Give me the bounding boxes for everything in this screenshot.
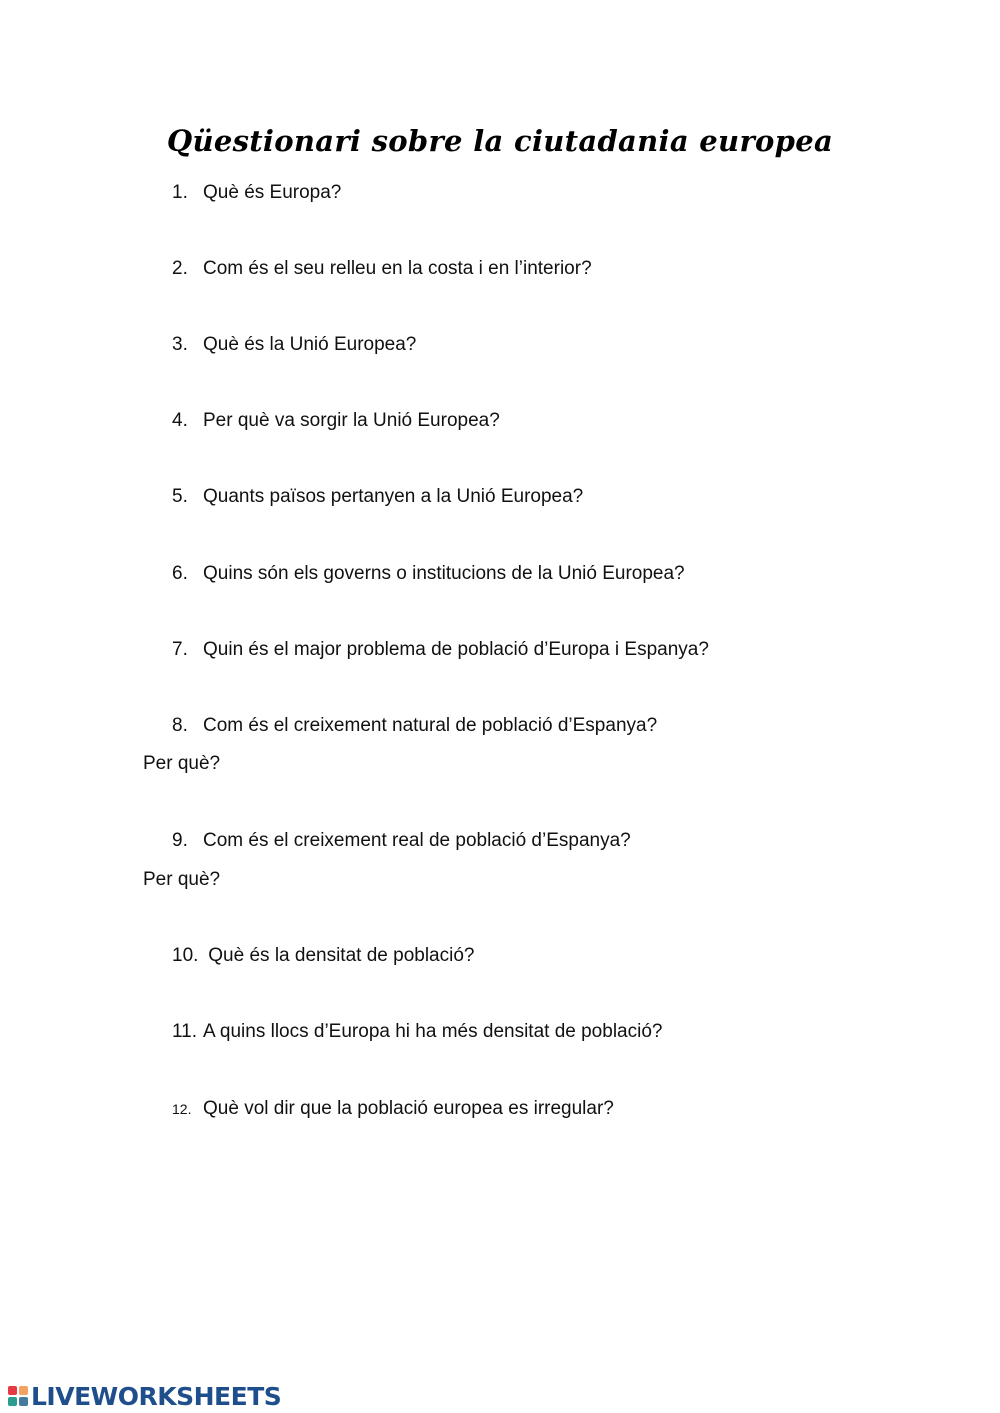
question-10 bbox=[172, 944, 474, 968]
question-7 bbox=[172, 638, 709, 662]
question-text: Què és la Unió Europea? bbox=[203, 334, 417, 355]
question-text: Per què va sorgir la Unió Europea? bbox=[203, 410, 500, 431]
question-number: 6. bbox=[172, 563, 188, 584]
question-text: Què és Europa? bbox=[203, 182, 342, 203]
logo-square bbox=[19, 1386, 28, 1395]
question-9 bbox=[172, 829, 631, 853]
question-text: Què és la densitat de població? bbox=[203, 945, 475, 966]
question-number: 3. bbox=[172, 334, 188, 355]
footer-branding[interactable] bbox=[8, 1382, 281, 1410]
question-number: 4. bbox=[172, 410, 188, 431]
page-title: Qüestionari sobre la ciutadania europea bbox=[166, 124, 834, 158]
question-number: 12. bbox=[172, 1101, 192, 1117]
question-8-continuation: Per què? bbox=[143, 753, 221, 774]
question-text: Què vol dir que la població europea es irregular? bbox=[203, 1098, 614, 1119]
question-number: 7. bbox=[172, 639, 188, 660]
question-text: Quin és el major problema de població d’Europa i Espanya? bbox=[203, 639, 709, 660]
question-text: Com és el creixement real de població d’Espanya? bbox=[203, 830, 631, 851]
logo-square bbox=[8, 1386, 17, 1395]
question-number: 9. bbox=[172, 830, 188, 851]
question-2 bbox=[172, 257, 592, 281]
question-number: 5. bbox=[172, 486, 188, 507]
question-number: 10. bbox=[172, 945, 199, 966]
question-11 bbox=[172, 1020, 662, 1044]
logo-square bbox=[8, 1397, 17, 1406]
question-8 bbox=[172, 714, 657, 738]
liveworksheets-logo-icon bbox=[8, 1386, 28, 1406]
question-number: 11. bbox=[172, 1021, 198, 1042]
question-12 bbox=[172, 1097, 614, 1121]
question-1 bbox=[172, 181, 341, 205]
brand-name[interactable]: LIVEWORKSHEETS bbox=[31, 1381, 282, 1411]
question-4 bbox=[172, 409, 500, 433]
question-5 bbox=[172, 485, 583, 509]
question-number: 8. bbox=[172, 715, 188, 736]
question-text: Quants països pertanyen a la Unió Europea? bbox=[203, 486, 584, 507]
question-3 bbox=[172, 333, 416, 357]
question-text: A quins llocs d’Europa hi ha més densitat de població? bbox=[203, 1021, 663, 1042]
question-text: Com és el creixement natural de població d’Espanya? bbox=[203, 715, 658, 736]
question-number: 1. bbox=[172, 182, 188, 203]
logo-square bbox=[19, 1397, 28, 1406]
question-6 bbox=[172, 562, 685, 586]
question-text: Com és el seu relleu en la costa i en l’interior? bbox=[203, 258, 592, 279]
question-number: 2. bbox=[172, 258, 188, 279]
question-text: Quins són els governs o institucions de la Unió Europea? bbox=[203, 563, 685, 584]
question-9-continuation: Per què? bbox=[143, 869, 221, 890]
